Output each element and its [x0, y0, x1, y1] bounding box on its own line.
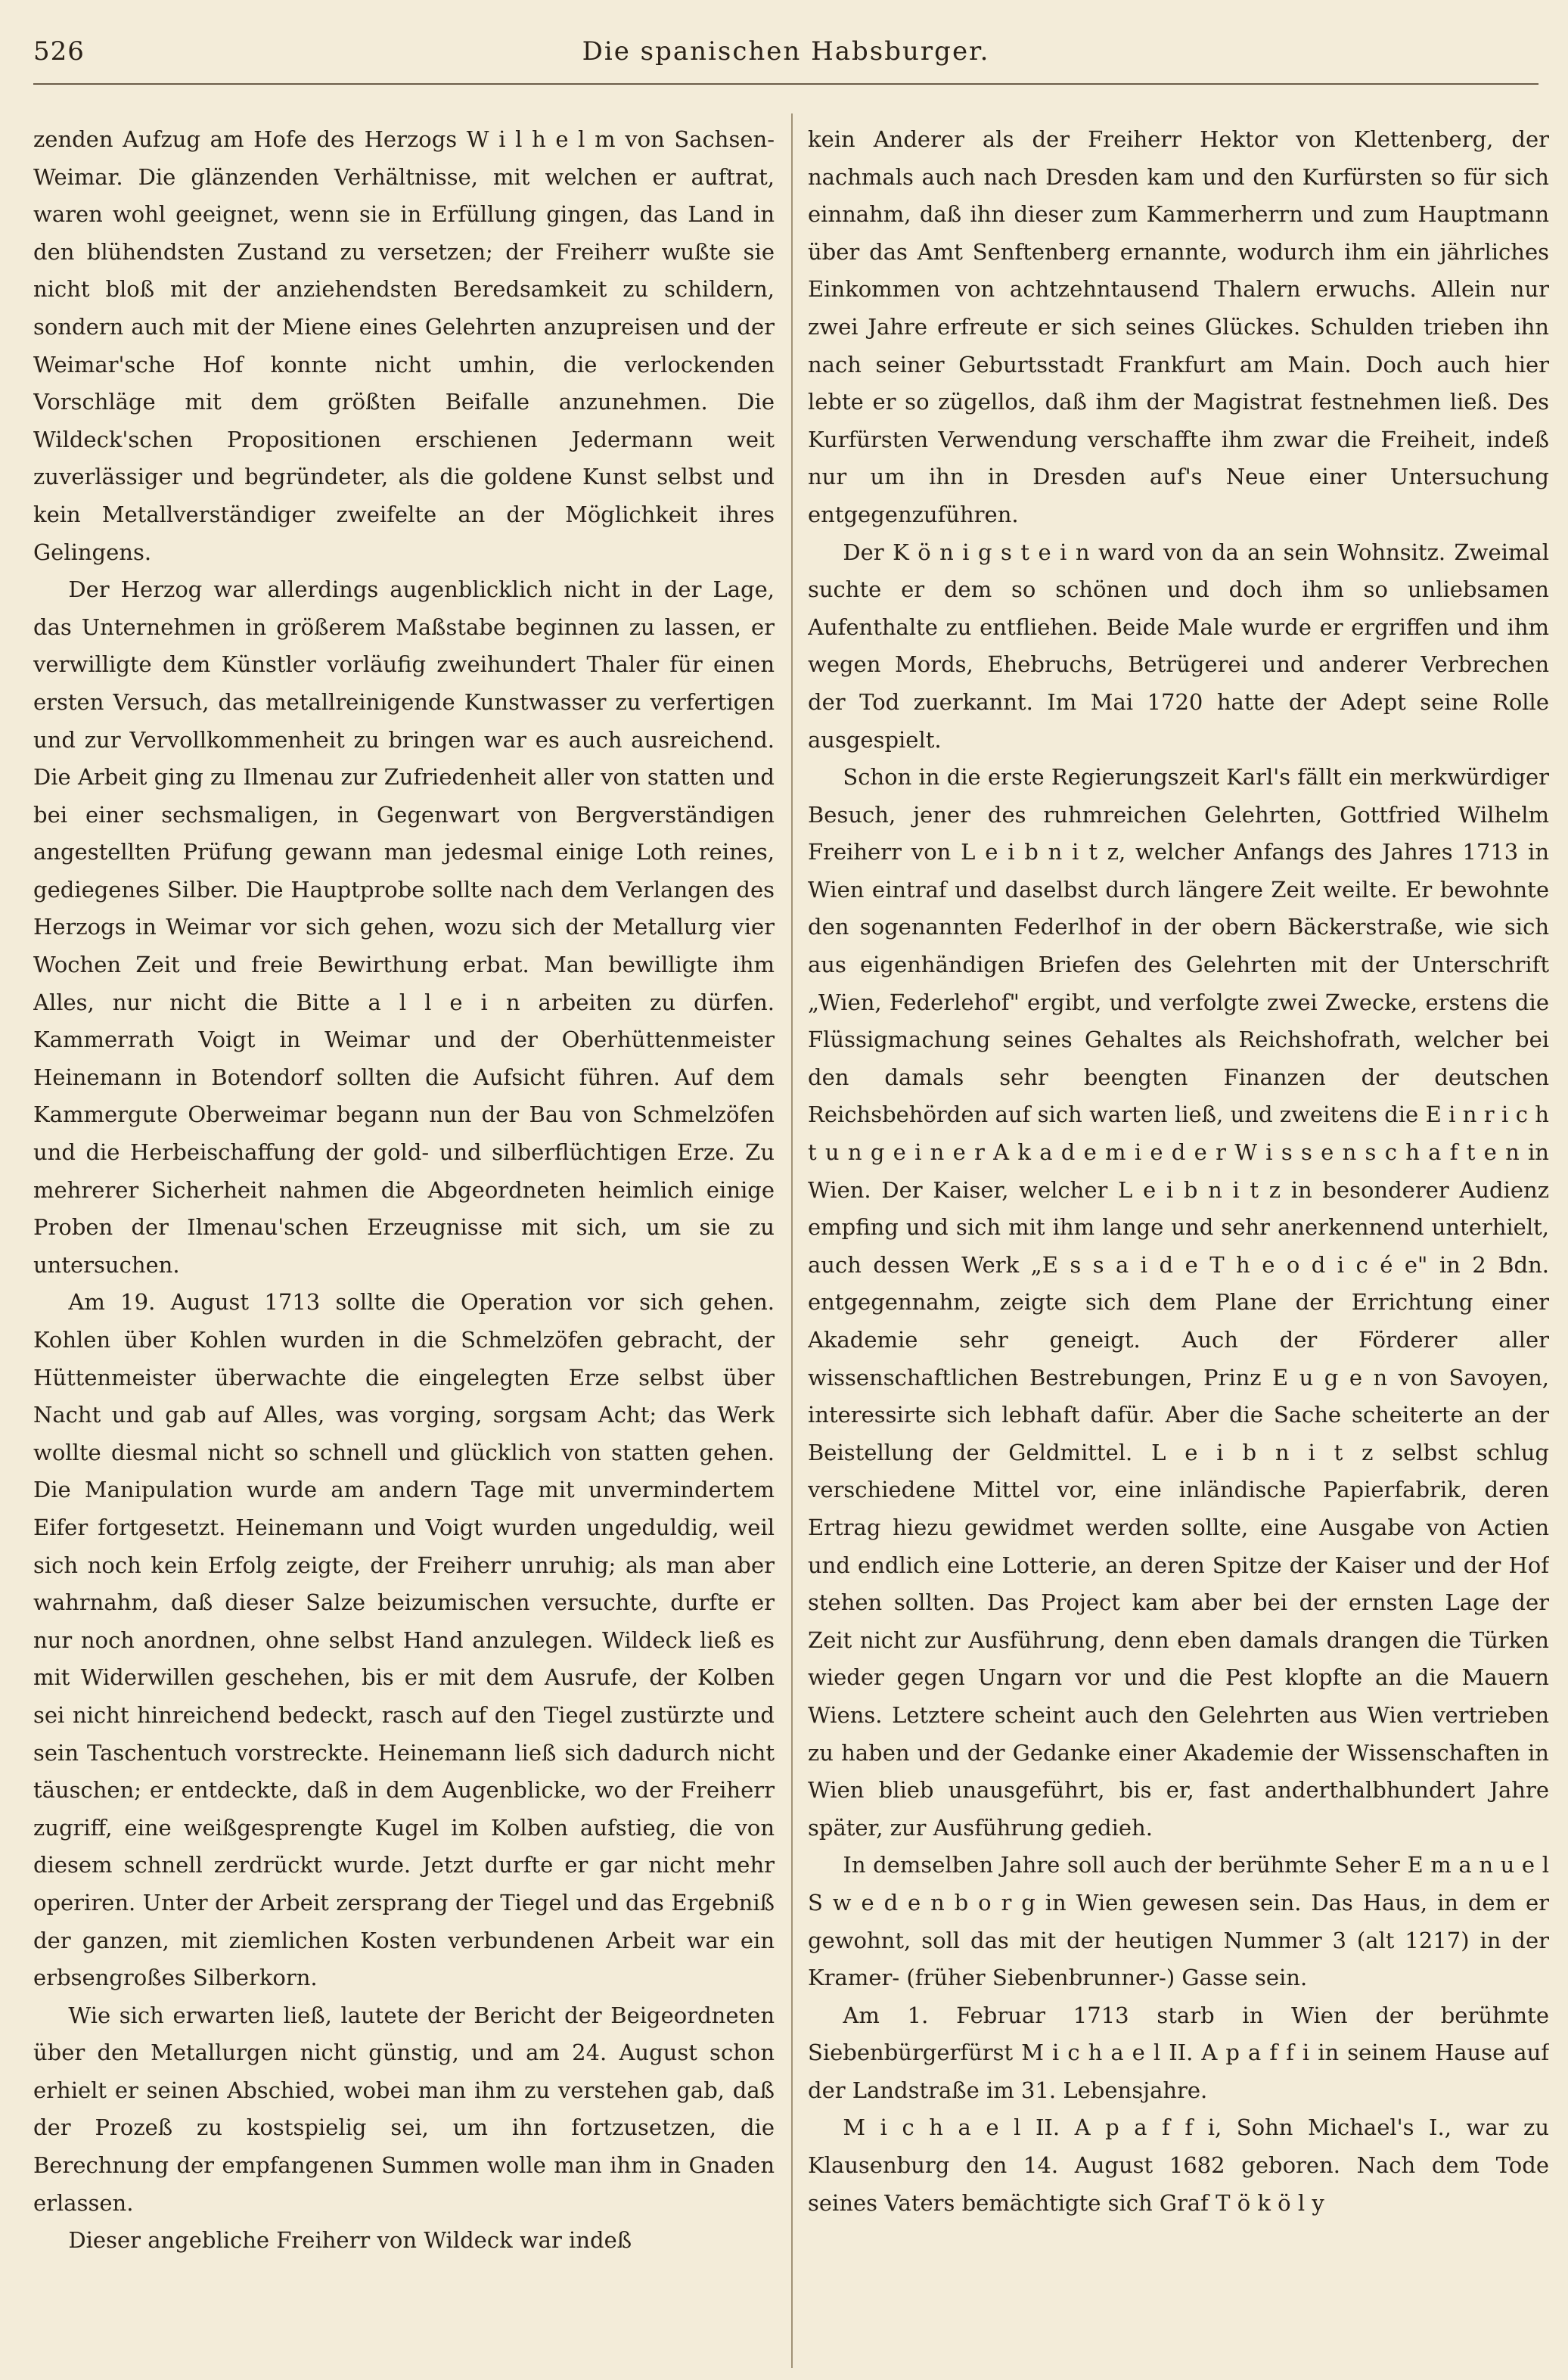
paragraph: zenden Aufzug am Hofe des Herzogs W i l h e l m von Sachsen-Weimar. Die glänzenden Verhältnisse, mit welchen er auftrat, waren wohl geeignet, wenn sie in Erfüllung gingen, das Land in den blühendsten Zustand zu versetzen; der Freiherr wußte sie nicht bloß mit der anziehendsten Beredsamkeit zu schildern, sondern auch mit der Miene eines Gelehrten anzupreisen und der Weimar'sche Hof konnte nicht umhin, die verlockenden Vorschläge mit dem größten Beifalle anzunehmen. Die Wildeck'schen Propositionen erschienen Jedermann weit zuverlässiger und begründeter, als die goldene Kunst selbst und kein Metallverständiger zweifelte an der Möglichkeit ihres Gelingens. [33, 126, 775, 565]
paragraph: Am 19. August 1713 sollte die Operation vor sich gehen. Kohlen über Kohlen wurden in die Schmelzöfen gebracht, der Hüttenmeister überwachte die eingelegten Erze selbst über Nacht und gab auf Alles, was vorging, sorgsam Acht; das Werk wollte diesmal nicht so schnell und glücklich von statten gehen. Die Manipulation wurde am andern Tage mit unvermindertem Eifer fortgesetzt. Heinemann und Voigt wurden ungeduldig, weil sich noch kein Erfolg zeigte, der Freiherr unruhig; als man aber wahrnahm, daß dieser Salze beizumischen versuchte, durfte er nur noch anordnen, ohne selbst Hand anzulegen. Wildeck ließ es mit Widerwillen geschehen, bis er mit dem Ausrufe, der Kolben sei nicht hinreichend bedeckt, rasch auf den Tiegel zustürzte und sein Taschentuch vorstreckte. Heinemann ließ sich dadurch nicht täuschen; er entdeckte, daß in dem Augenblicke, wo der Freiherr zugriff, eine weißgesprengte Kugel im Kolben aufstieg, die von diesem schnell zerdrückt wurde. Jetzt durfte er gar nicht mehr operiren. Unter der Arbeit zersprang der Tiegel und das Ergebniß der ganzen, mit ziemlichen Kosten verbundenen Arbeit war ein erbsengroßes Silberkorn. [33, 1289, 775, 1991]
header-rule [33, 83, 1539, 85]
paragraph: In demselben Jahre soll auch der berühmte Seher E m a n u e l S w e d e n b o r g in Wien gewesen sein. Das Haus, in dem er gewohnt, soll das mit der heutigen Nummer 3 (alt 1217) in der Kramer- (früher Siebenbrunner-) Gasse sein. [808, 1852, 1549, 1991]
right-column [808, 121, 1549, 2360]
paragraph: kein Anderer als der Freiherr Hektor von Klettenberg, der nachmals auch nach Dresden kam und den Kurfürsten so für sich einnahm, daß ihn dieser zum Kammerherrn und zum Hauptmann über das Amt Senftenberg ernannte, wodurch ihm ein jährliches Einkommen von achtzehntausend Thalern erwuchs. Allein nur zwei Jahre erfreute er sich seines Glückes. Schulden trieben ihn nach seiner Geburtsstadt Frankfurt am Main. Doch auch hier lebte er so zügellos, daß ihm der Magistrat festnehmen ließ. Des Kurfürsten Verwendung verschaffte ihm zwar die Freiheit, indeß nur um ihn in Dresden auf's Neue einer Untersuchung entgegenzuführen. [808, 126, 1549, 527]
paragraph: Am 1. Februar 1713 starb in Wien der berühmte Siebenbürgerfürst M i c h a e l II. A p a f f i in seinem Hause auf der Landstraße im 31. Lebensjahre. [808, 2002, 1549, 2103]
left-column [33, 121, 775, 2360]
running-title: Die spanischen Habsburger. [582, 36, 990, 67]
page-header [33, 30, 1539, 79]
page-number: 526 [33, 36, 85, 67]
paragraph: Dieser angebliche Freiherr von Wildeck war indeß [68, 2227, 632, 2254]
paragraph: Der K ö n i g s t e i n ward von da an sein Wohnsitz. Zweimal suchte er dem so schönen und doch ihm so unliebsamen Aufenthalte zu entfliehen. Beide Male wurde er ergriffen und ihm wegen Mords, Ehebruchs, Betrügerei und anderer Verbrechen der Tod zuerkannt. Im Mai 1720 hatte der Adept seine Rolle ausgespielt. [808, 539, 1549, 753]
column-divider [791, 113, 793, 2368]
paragraph: Schon in die erste Regierungszeit Karl's fällt ein merkwürdiger Besuch, jener des ruhmreichen Gelehrten, Gottfried Wilhelm Freiherr von L e i b n i t z, welcher Anfangs des Jahres 1713 in Wien eintraf und daselbst durch längere Zeit weilte. Er bewohnte den sogenannten Federlhof in der obern Bäckerstraße, wie sich aus eigenhändigen Briefen des Gelehrten mit der Unterschrift „Wien, Federlehof" ergibt, und verfolgte zwei Zwecke, erstens die Flüssigmachung seines Gehaltes als Reichshofrath, welcher bei den damals sehr beengten Finanzen der deutschen Reichsbehörden auf sich warten ließ, und zweitens die E i n r i c h t u n g e i n e r A k a d e m i e d e r W i s s e n s c h a f t e n in Wien. Der Kaiser, welcher L e i b n i t z in besonderer Audienz empfing und sich mit ihm lange und sehr anerkennend unterhielt, auch dessen Werk „E s s a i d e T h e o d i c é e" in 2 Bdn. entgegennahm, zeigte sich dem Plane der Errichtung einer Akademie sehr geneigt. Auch der Förderer aller wissenschaftlichen Bestrebungen, Prinz E u g e n von Savoyen, interessirte sich lebhaft dafür. Aber die Sache scheiterte an der Beistellung der Geldmittel. L e i b n i t z selbst schlug verschiedene Mittel vor, eine inländische Papierfabrik, deren Ertrag hiezu gewidmet werden sollte, eine Ausgabe von Actien und endlich eine Lotterie, an deren Spitze der Kaiser und der Hof stehen sollten. Das Project kam aber bei der ernsten Lage der Zeit nicht zur Ausführung, denn eben damals drangen die Türken wieder gegen Ungarn vor und die Pest klopfte an die Mauern Wiens. Letztere scheint auch den Gelehrten aus Wien vertrieben zu haben und der Gedanke einer Akademie der Wissenschaften in Wien blieb unausgeführt, bis er, fast anderthalbhundert Jahre später, zur Ausführung gedieh. [808, 764, 1549, 1841]
paragraph: Wie sich erwarten ließ, lautete der Bericht der Beigeordneten über den Metallurgen nicht günstig, und am 24. August schon erhielt er seinen Abschied, wobei man ihm zu verstehen gab, daß der Prozeß zu kostspielig sei, um ihn fortzusetzen, die Berechnung der empfangenen Summen wolle man ihm in Gnaden erlassen. [33, 2002, 775, 2216]
paragraph: M i c h a e l II. A p a f f i, Sohn Michael's I., war zu Klausenburg den 14. August 1682 geboren. Nach dem Tode seines Vaters bemächtigte sich Graf T ö k ö l y [808, 2114, 1549, 2216]
paragraph: Der Herzog war allerdings augenblicklich nicht in der Lage, das Unternehmen in größerem Maßstabe beginnen zu lassen, er verwilligte dem Künstler vorläufig zweihundert Thaler für einen ersten Versuch, das metallreinigende Kunstwasser zu verfertigen und zur Vervollkommenheit zu bringen war es auch ausreichend. Die Arbeit ging zu Ilmenau zur Zufriedenheit aller von statten und bei einer sechsmaligen, in Gegenwart von Bergverständigen angestellten Prüfung gewann man jedesmal einige Loth reines, gediegenes Silber. Die Hauptprobe sollte nach dem Verlangen des Herzogs in Weimar vor sich gehen, wozu sich der Metallurg vier Wochen Zeit und freie Bewirthung erbat. Man bewilligte ihm Alles, nur nicht die Bitte a l l e i n arbeiten zu dürfen. Kammerrath Voigt in Weimar und der Oberhüttenmeister Heinemann in Botendorf sollten die Aufsicht führen. Auf dem Kammergute Oberweimar begann nun der Bau von Schmelzöfen und die Herbeischaffung der gold- und silberflüchtigen Erze. Zu mehrerer Sicherheit nahmen die Abgeordneten heimlich einige Proben der Ilmenau'schen Erzeugnisse mit sich, um sie zu untersuchen. [33, 576, 775, 1278]
